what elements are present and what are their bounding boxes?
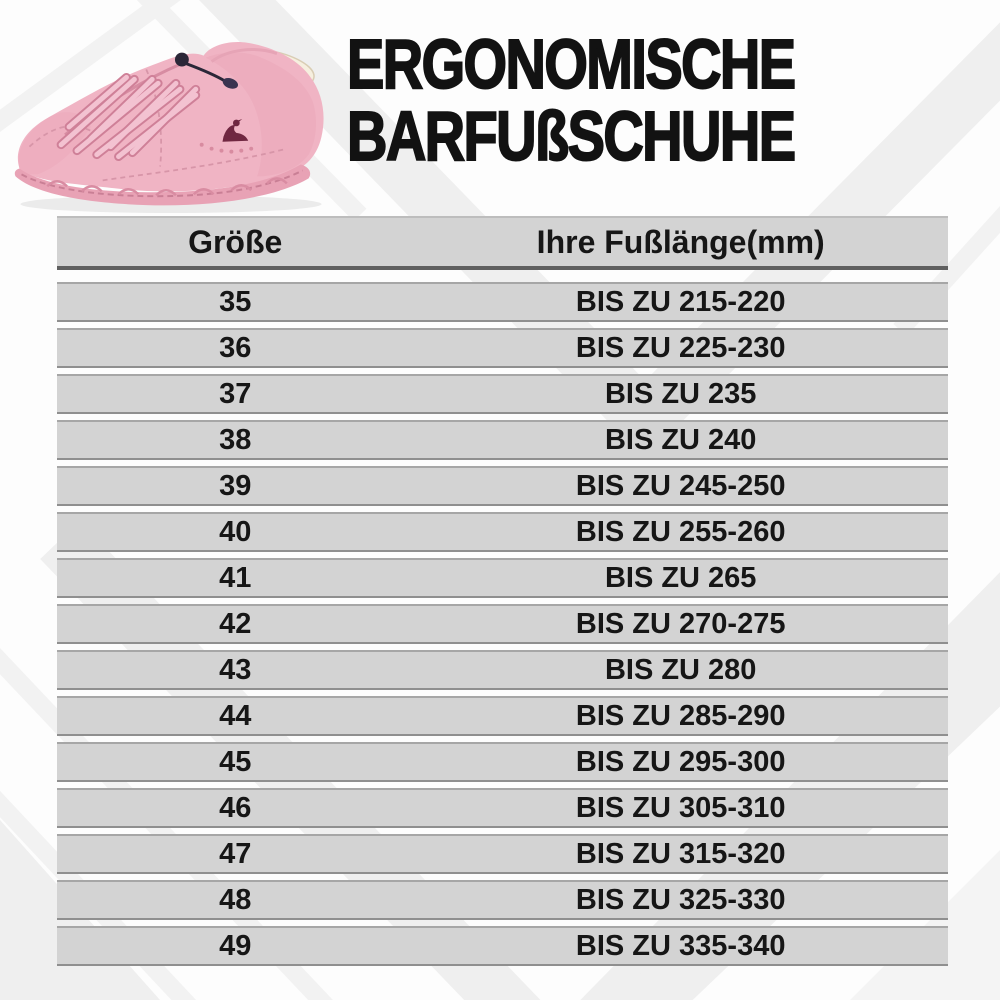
table-row [57,880,948,920]
title-line-2: BARFUßSCHUHE [347,97,795,175]
size-cell: 38 [219,423,252,456]
table-row [57,374,948,414]
product-shoe-image [6,18,336,216]
length-cell: BIS ZU 265 [604,561,757,594]
column-header-footlength: Ihre Fußlänge(mm) [536,224,825,260]
size-cell: 39 [219,469,252,502]
length-cell: BIS ZU 335-340 [575,929,786,962]
length-cell: BIS ZU 280 [604,653,757,686]
table-row [57,788,948,828]
size-cell: 46 [219,791,252,824]
size-cell: 44 [219,699,252,732]
size-cell: 49 [219,929,252,962]
size-table-body [57,282,948,966]
length-cell: BIS ZU 255-260 [575,515,786,548]
size-cell: 35 [219,285,252,318]
length-cell: BIS ZU 245-250 [575,469,786,502]
size-cell: 45 [219,745,252,778]
size-cell: 40 [219,515,252,548]
table-row [57,466,948,506]
length-cell: BIS ZU 225-230 [575,331,786,364]
size-cell: 41 [219,561,252,594]
column-header-size: Größe [188,224,283,260]
size-cell: 43 [219,653,252,686]
table-row [57,696,948,736]
size-cell: 36 [219,331,252,364]
table-row [57,282,948,322]
table-row [57,834,948,874]
size-cell: 42 [219,607,252,640]
table-row [57,328,948,368]
length-cell: BIS ZU 240 [604,423,757,456]
table-row [57,742,948,782]
table-row [57,604,948,644]
table-row [57,420,948,460]
length-cell: BIS ZU 270-275 [575,607,786,640]
table-row [57,512,948,552]
title-line-1: ERGONOMISCHE [347,25,795,103]
length-cell: BIS ZU 305-310 [575,791,786,824]
table-row [57,558,948,598]
page-title [347,25,795,175]
length-cell: BIS ZU 235 [604,377,757,410]
size-table-header-row [57,216,948,270]
table-row [57,926,948,966]
table-row [57,650,948,690]
length-cell: BIS ZU 325-330 [575,883,786,916]
length-cell: BIS ZU 295-300 [575,745,786,778]
size-cell: 47 [219,837,252,870]
length-cell: BIS ZU 215-220 [575,285,786,318]
size-table [57,216,948,972]
size-cell: 37 [219,377,252,410]
length-cell: BIS ZU 285-290 [575,699,786,732]
size-cell: 48 [219,883,252,916]
length-cell: BIS ZU 315-320 [575,837,786,870]
